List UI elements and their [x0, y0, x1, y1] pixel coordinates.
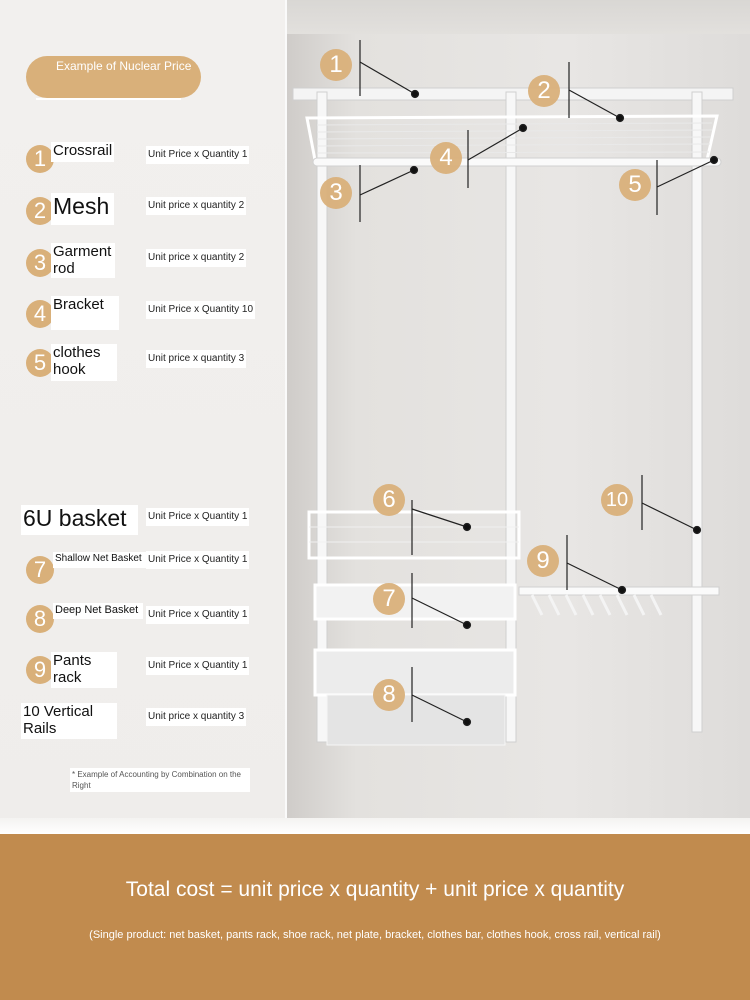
item-price: Unit price x quantity 3 — [146, 350, 246, 368]
callout-10: 10 — [601, 484, 633, 516]
item-number: 8 — [26, 605, 54, 633]
callout-4: 4 — [430, 142, 462, 174]
item-price: Unit price x quantity 2 — [146, 197, 246, 215]
callout-3: 3 — [320, 177, 352, 209]
total-cost-formula: Total cost = unit price x quantity + unit price x quantity — [125, 878, 625, 901]
callout-5: 5 — [619, 169, 651, 201]
item-name: Bracket — [51, 296, 119, 330]
item-name: clothes hook — [51, 344, 117, 381]
item-name: Garment rod — [51, 243, 115, 278]
item-number: 5 — [26, 349, 54, 377]
header-underline — [36, 98, 181, 100]
closet-illustration — [287, 0, 750, 832]
callout-9: 9 — [527, 545, 559, 577]
item-price: Unit Price x Quantity 1 — [146, 508, 249, 526]
item-name: 10 Vertical Rails — [21, 703, 117, 739]
item-number: 3 — [26, 249, 54, 277]
item-number: 4 — [26, 300, 54, 328]
item-number: 9 — [26, 656, 54, 684]
item-price: Unit Price x Quantity 1 — [146, 606, 249, 624]
item-name: Shallow Net Basket — [53, 552, 146, 568]
item-price: Unit price x quantity 3 — [146, 708, 246, 726]
item-price: Unit Price x Quantity 1 — [146, 146, 249, 164]
item-name: Pants rack — [51, 652, 117, 688]
footnote: * Example of Accounting by Combination on the Right — [70, 768, 250, 792]
callout-8: 8 — [373, 679, 405, 711]
header-pill: Example of Nuclear Price — [26, 56, 201, 98]
single-product-list: (Single product: net basket, pants rack, shoe rack, net plate, bracket, clothes bar, clothes hook, cross rail, vertical rail) — [89, 929, 661, 941]
item-number: 1 — [26, 145, 54, 173]
item-price: Unit price x quantity 2 — [146, 249, 246, 267]
item-price: Unit Price x Quantity 10 — [146, 301, 255, 319]
item-price: Unit Price x Quantity 1 — [146, 657, 249, 675]
item-name: Deep Net Basket — [53, 603, 143, 619]
callout-2: 2 — [528, 75, 560, 107]
callout-7: 7 — [373, 583, 405, 615]
item-price: Unit Price x Quantity 1 — [146, 551, 249, 569]
callout-6: 6 — [373, 484, 405, 516]
item-name: Crossrail — [51, 142, 114, 162]
item-number: 2 — [26, 197, 54, 225]
callout-1: 1 — [320, 49, 352, 81]
item-number: 7 — [26, 556, 54, 584]
floor-strip — [0, 818, 750, 834]
item-name: Mesh — [51, 193, 114, 225]
footer-bar — [0, 834, 750, 1000]
item-name: 6U basket — [21, 505, 138, 535]
